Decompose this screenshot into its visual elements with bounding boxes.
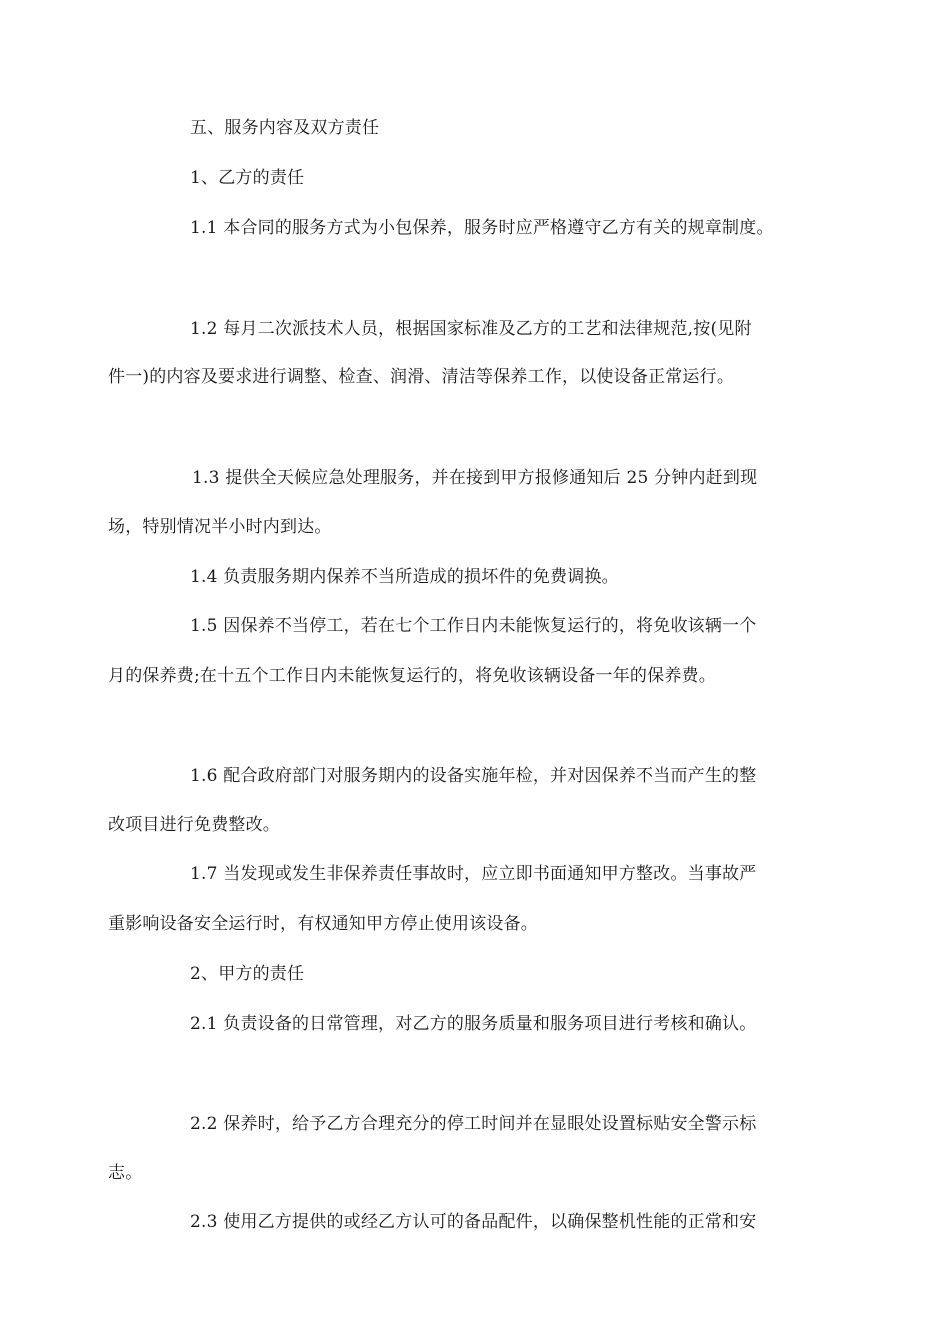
clause-2-3-line-1: 2.3 使用乙方提供的或经乙方认可的备品配件，以确保整机性能的正常和安 xyxy=(190,1212,757,1232)
clause-1-3-line-1: 1.3 提供全天候应急处理服务，并在接到甲方报修通知后 25 分钟内赶到现 xyxy=(192,468,758,488)
clause-1-7-line-2: 重影响设备安全运行时，有权通知甲方停止使用该设备。 xyxy=(108,914,538,934)
clause-2-2-line-2: 志。 xyxy=(108,1163,143,1183)
clause-1-5-line-2: 月的保养费;在十五个工作日内未能恢复运行的，将免收该辆设备一年的保养费。 xyxy=(108,666,716,686)
clause-1-1: 1.1 本合同的服务方式为小包保养，服务时应严格遵守乙方有关的规章制度。 xyxy=(190,218,774,238)
clause-1-2-line-1: 1.2 每月二次派技术人员，根据国家标准及乙方的工艺和法律规范,按(见附 xyxy=(190,319,752,339)
clause-2-1: 2.1 负责设备的日常管理，对乙方的服务质量和服务项目进行考核和确认。 xyxy=(190,1014,757,1034)
clause-1-6-line-2: 改项目进行免费整改。 xyxy=(108,815,280,835)
clause-1-3-line-2: 场，特别情况半小时内到达。 xyxy=(108,517,332,537)
clause-1-2-line-2: 件一)的内容及要求进行调整、检查、润滑、清洁等保养工作，以使设备正常运行。 xyxy=(108,367,735,387)
clause-1-5-line-1: 1.5 因保养不当停工，若在七个工作日内未能恢复运行的，将免收该辆一个 xyxy=(190,616,757,636)
clause-1-6-line-1: 1.6 配合政府部门对服务期内的设备实施年检，并对因保养不当而产生的整 xyxy=(190,766,757,786)
clause-1-4: 1.4 负责服务期内保养不当所造成的损坏件的免费调换。 xyxy=(190,567,619,587)
clause-2-2-line-1: 2.2 保养时，给予乙方合理充分的停工时间并在显眼处设置标贴安全警示标 xyxy=(190,1114,757,1134)
party-b-heading: 1、乙方的责任 xyxy=(190,168,305,188)
section-heading: 五、服务内容及双方责任 xyxy=(190,118,380,138)
clause-1-7-line-1: 1.7 当发现或发生非保养责任事故时，应立即书面通知甲方整改。当事故严 xyxy=(190,864,757,884)
party-a-heading: 2、甲方的责任 xyxy=(190,964,305,984)
